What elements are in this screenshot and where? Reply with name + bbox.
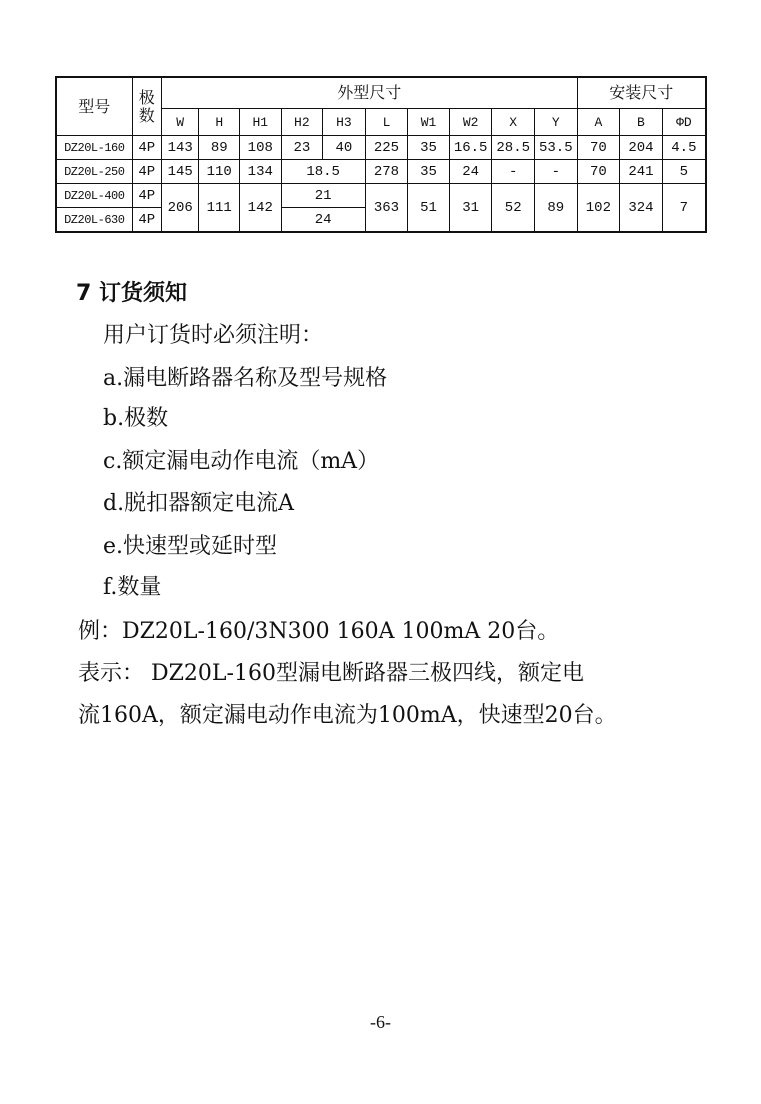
col-h3: H3 bbox=[323, 109, 366, 136]
order-item-d: d.脱扣器额定电流A bbox=[103, 491, 294, 516]
order-example: 例：DZ20L-160/3N300 160A 100mA 20台。 bbox=[78, 619, 560, 644]
cell-w2: 24 bbox=[449, 160, 492, 184]
cell-w2: 31 bbox=[449, 184, 492, 233]
cell-l: 225 bbox=[365, 136, 408, 160]
cell-h2-h3: 21 bbox=[281, 184, 365, 208]
cell-h3: 40 bbox=[323, 136, 366, 160]
table-header-row bbox=[56, 77, 706, 109]
cell-h1: 134 bbox=[240, 160, 282, 184]
cell-poles: 4P bbox=[132, 160, 161, 184]
section-title: 7 订货须知 bbox=[76, 281, 187, 306]
cell-l: 363 bbox=[365, 184, 408, 233]
order-item-b: b.极数 bbox=[103, 406, 169, 431]
col-a: A bbox=[577, 109, 620, 136]
cell-h: 110 bbox=[199, 160, 240, 184]
cell-w2: 16.5 bbox=[449, 136, 492, 160]
col-y: Y bbox=[535, 109, 578, 136]
cell-h1: 108 bbox=[240, 136, 282, 160]
dimension-table bbox=[55, 76, 707, 233]
poles-header-text: 极数 bbox=[138, 87, 155, 125]
cell-b: 241 bbox=[620, 160, 663, 184]
explanation-line-2: 流160A，额定漏电动作电流为100mA，快速型20台。 bbox=[78, 703, 617, 728]
cell-x: - bbox=[492, 160, 535, 184]
order-item-a: a.漏电断路器名称及型号规格 bbox=[103, 366, 388, 391]
cell-y: 89 bbox=[535, 184, 578, 233]
cell-h: 111 bbox=[199, 184, 240, 233]
install-dim-header: 安装尺寸 bbox=[577, 77, 706, 109]
table-row bbox=[56, 160, 706, 184]
col-h2: H2 bbox=[281, 109, 323, 136]
table-row bbox=[56, 136, 706, 160]
cell-y: - bbox=[535, 160, 578, 184]
cell-w1: 35 bbox=[408, 160, 450, 184]
col-h1: H1 bbox=[240, 109, 282, 136]
col-d: ΦD bbox=[662, 109, 706, 136]
cell-x: 28.5 bbox=[492, 136, 535, 160]
cell-y: 53.5 bbox=[535, 136, 578, 160]
cell-h: 89 bbox=[199, 136, 240, 160]
cell-model: DZ20L-250 bbox=[56, 160, 132, 184]
cell-d: 4.5 bbox=[662, 136, 706, 160]
cell-w: 143 bbox=[161, 136, 199, 160]
page-number: -6- bbox=[370, 1012, 391, 1032]
order-item-e: e.快速型或延时型 bbox=[103, 534, 278, 559]
cell-poles: 4P bbox=[132, 184, 161, 208]
cell-l: 278 bbox=[365, 160, 408, 184]
cell-d: 7 bbox=[662, 184, 706, 233]
cell-a: 70 bbox=[577, 136, 620, 160]
col-w: W bbox=[161, 109, 199, 136]
order-intro: 用户订货时必须注明： bbox=[103, 323, 324, 348]
cell-b: 204 bbox=[620, 136, 663, 160]
cell-model: DZ20L-160 bbox=[56, 136, 132, 160]
col-l: L bbox=[365, 109, 408, 136]
col-x: X bbox=[492, 109, 535, 136]
col-w1: W1 bbox=[408, 109, 450, 136]
table-row bbox=[56, 184, 706, 208]
cell-h1: 142 bbox=[240, 184, 282, 233]
outer-dim-header: 外型尺寸 bbox=[161, 77, 577, 109]
cell-poles: 4P bbox=[132, 208, 161, 233]
cell-h2-h3: 18.5 bbox=[281, 160, 365, 184]
cell-poles: 4P bbox=[132, 136, 161, 160]
cell-d: 5 bbox=[662, 160, 706, 184]
cell-w1: 35 bbox=[408, 136, 450, 160]
col-w2: W2 bbox=[449, 109, 492, 136]
cell-b: 324 bbox=[620, 184, 663, 233]
cell-a: 70 bbox=[577, 160, 620, 184]
cell-h2: 23 bbox=[281, 136, 323, 160]
cell-a: 102 bbox=[577, 184, 620, 233]
cell-x: 52 bbox=[492, 184, 535, 233]
poles-header bbox=[132, 77, 161, 136]
explanation-line-1: 表示： DZ20L-160型漏电断路器三极四线，额定电 bbox=[78, 661, 584, 686]
col-h: H bbox=[199, 109, 240, 136]
order-item-c: c.额定漏电动作电流（mA） bbox=[103, 449, 380, 474]
cell-h2-h3: 24 bbox=[281, 208, 365, 233]
cell-model: DZ20L-400 bbox=[56, 184, 132, 208]
model-header: 型号 bbox=[56, 77, 132, 136]
cell-model: DZ20L-630 bbox=[56, 208, 132, 233]
cell-w: 206 bbox=[161, 184, 199, 233]
col-b: B bbox=[620, 109, 663, 136]
cell-w: 145 bbox=[161, 160, 199, 184]
order-item-f: f.数量 bbox=[103, 575, 162, 600]
cell-w1: 51 bbox=[408, 184, 450, 233]
